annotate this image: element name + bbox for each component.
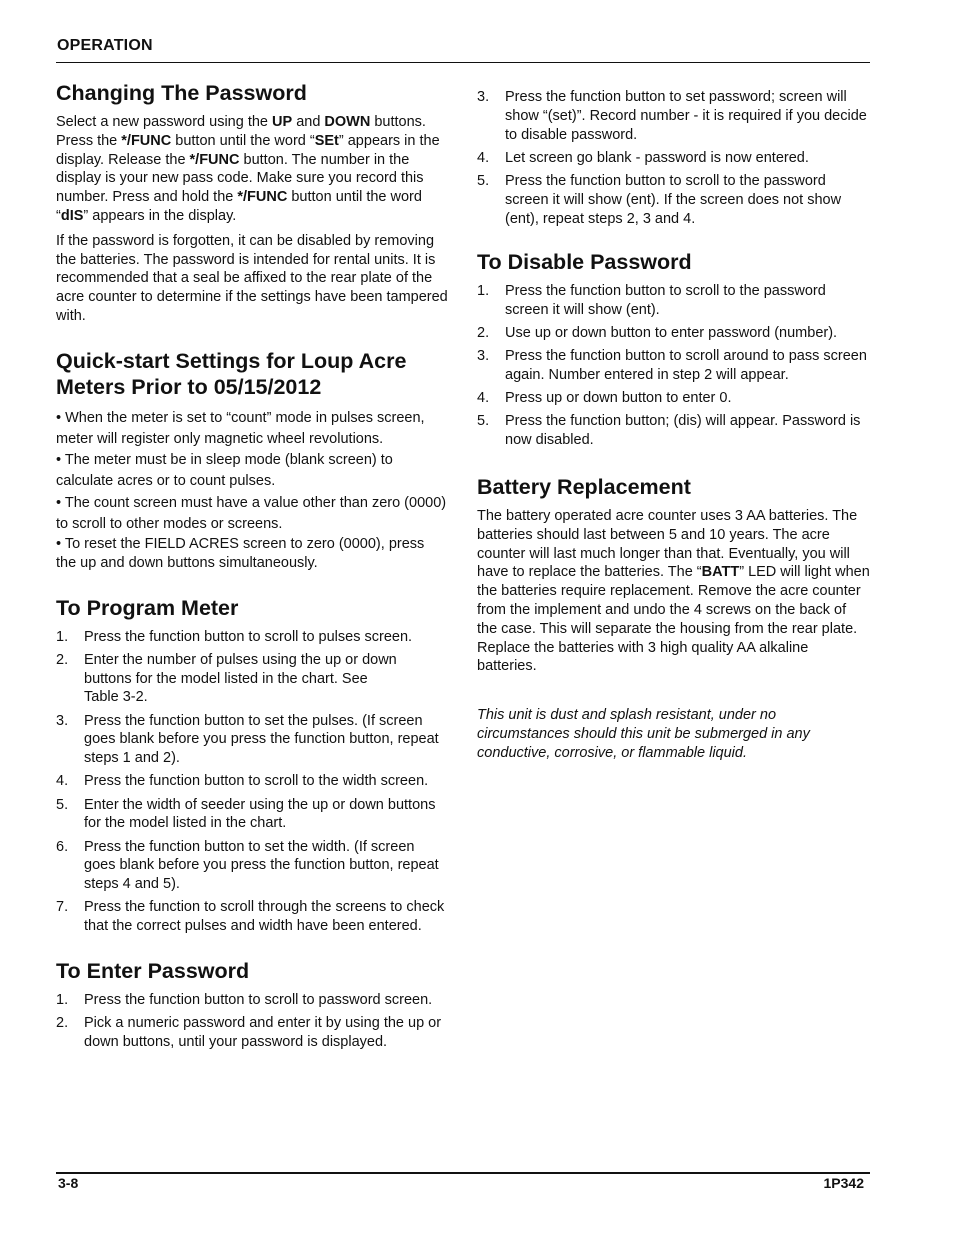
quick-start-bullet: • The count screen must have a value other than zero (0000) to scroll to other modes or screens. bbox=[56, 494, 447, 532]
list-item: 7. Press the function to scroll through the screens to check that the correct pulses and width have been entered. bbox=[56, 899, 445, 935]
changing-password-paragraph-2: If the password is forgotten, it can be disabled by removing the batteries. The password is intended for rental units. It is recommended that a seal be affixed to the rear plate of the acre counter to determine if the settings have been tampered with. bbox=[56, 232, 448, 324]
document-id: 1P342 bbox=[823, 1175, 864, 1191]
quick-start-bullet: • To reset the FIELD ACRES screen to zero (0000), press the up and down buttons simultaneously. bbox=[56, 535, 425, 571]
list-item: 3. Press the function button to set password; screen will show “(set)”. Record number - it is required if you decide to disable password. bbox=[477, 89, 867, 143]
left-column bbox=[56, 80, 448, 1056]
list-item: 2. Pick a numeric password and enter it by using the up or down buttons, until your password is displayed. bbox=[56, 1015, 442, 1051]
list-item: 4. Press up or down button to enter 0. bbox=[477, 389, 732, 406]
quick-start-heading: Quick-start Settings for Loup Acre Meters Prior to 05/15/2012 bbox=[56, 348, 407, 399]
list-item: 6. Press the function button to set the width. (If screen goes blank before you press the function button, repeat steps 4 and 5). bbox=[56, 838, 439, 893]
list-item: 5. Enter the width of seeder using the up or down buttons for the model listed in the chart. bbox=[56, 796, 436, 832]
list-item: 4. Press the function button to scroll to the width screen. bbox=[56, 773, 429, 790]
program-meter-heading: To Program Meter bbox=[56, 595, 239, 620]
battery-heading: Battery Replacement bbox=[477, 475, 691, 500]
quick-start-bullet: • When the meter is set to “count” mode in pulses screen, meter will register only magnetic wheel revolutions. bbox=[56, 409, 425, 447]
list-item: 5. Press the function button; (dis) will appear. Password is now disabled. bbox=[477, 413, 861, 448]
enter-password-steps-part-2 bbox=[477, 88, 870, 228]
enter-password-heading: To Enter Password bbox=[56, 959, 250, 984]
right-column bbox=[477, 88, 870, 769]
page-number: 3-8 bbox=[58, 1175, 79, 1191]
list-item: 2. Use up or down button to enter password (number). bbox=[477, 324, 838, 341]
program-meter-steps bbox=[56, 628, 448, 936]
list-item: 3. Press the function button to set the pulses. (If screen goes blank before you press the function button, repeat steps 1 and 2). bbox=[56, 712, 439, 767]
disable-password-steps bbox=[477, 282, 870, 450]
warning-note: This unit is dust and splash resistant, under no circumstances should this unit be submerged in any conductive, corrosive, or flammable liquid. bbox=[477, 707, 810, 761]
list-item: 5. Press the function button to scroll to the password screen it will show (ent). If the screen does not show (ent), repeat steps 2, 3 and 4. bbox=[477, 172, 842, 227]
list-item: 4. Let screen go blank - password is now entered. bbox=[477, 149, 809, 166]
list-item: 1. Press the function button to scroll to pulses screen. bbox=[56, 628, 413, 645]
disable-password-heading: To Disable Password bbox=[477, 249, 692, 274]
footer-rule bbox=[56, 1172, 870, 1174]
section-header: OPERATION bbox=[57, 37, 153, 54]
list-item: 2. Enter the number of pulses using the up or down buttons for the model listed in the chart. See Table 3-2. bbox=[56, 651, 397, 706]
battery-paragraph: The battery operated acre counter uses 3 AA batteries. The batteries should last between 5 and 10 years. The acre counter will last much longer than that. Eventually, you will have to replace the batteries. The “BATT” LED will light when the batteries require replacement. Remove the acre counter from the implement and undo the 4 screws on the back of the case. This will separate the housing from the rear plate. Replace the batteries with 3 high quality AA alkaline batteries. bbox=[477, 508, 870, 675]
changing-password-heading: Changing The Password bbox=[56, 81, 307, 105]
list-item: 3. Press the function button to scroll around to pass screen again. Number entered in step 2 will appear. bbox=[477, 347, 867, 383]
header-rule bbox=[56, 62, 870, 63]
changing-password-paragraph-1: Select a new password using the UP and DOWN buttons. Press the */FUNC button until the word “SEt” appears in the display. Release the */FUNC button. The number in the display is your new pass code. Make sure you record this number. Press and hold the */FUNC button until the word “dIS” appears in the display. bbox=[56, 114, 440, 224]
list-item: 1. Press the function button to scroll to the password screen it will show (ent). bbox=[477, 282, 826, 318]
enter-password-steps-part-1 bbox=[56, 991, 448, 1052]
list-item: 1. Press the function button to scroll to password screen. bbox=[56, 992, 433, 1009]
quick-start-bullet: • The meter must be in sleep mode (blank screen) to calculate acres or to count pulses. bbox=[56, 452, 393, 490]
